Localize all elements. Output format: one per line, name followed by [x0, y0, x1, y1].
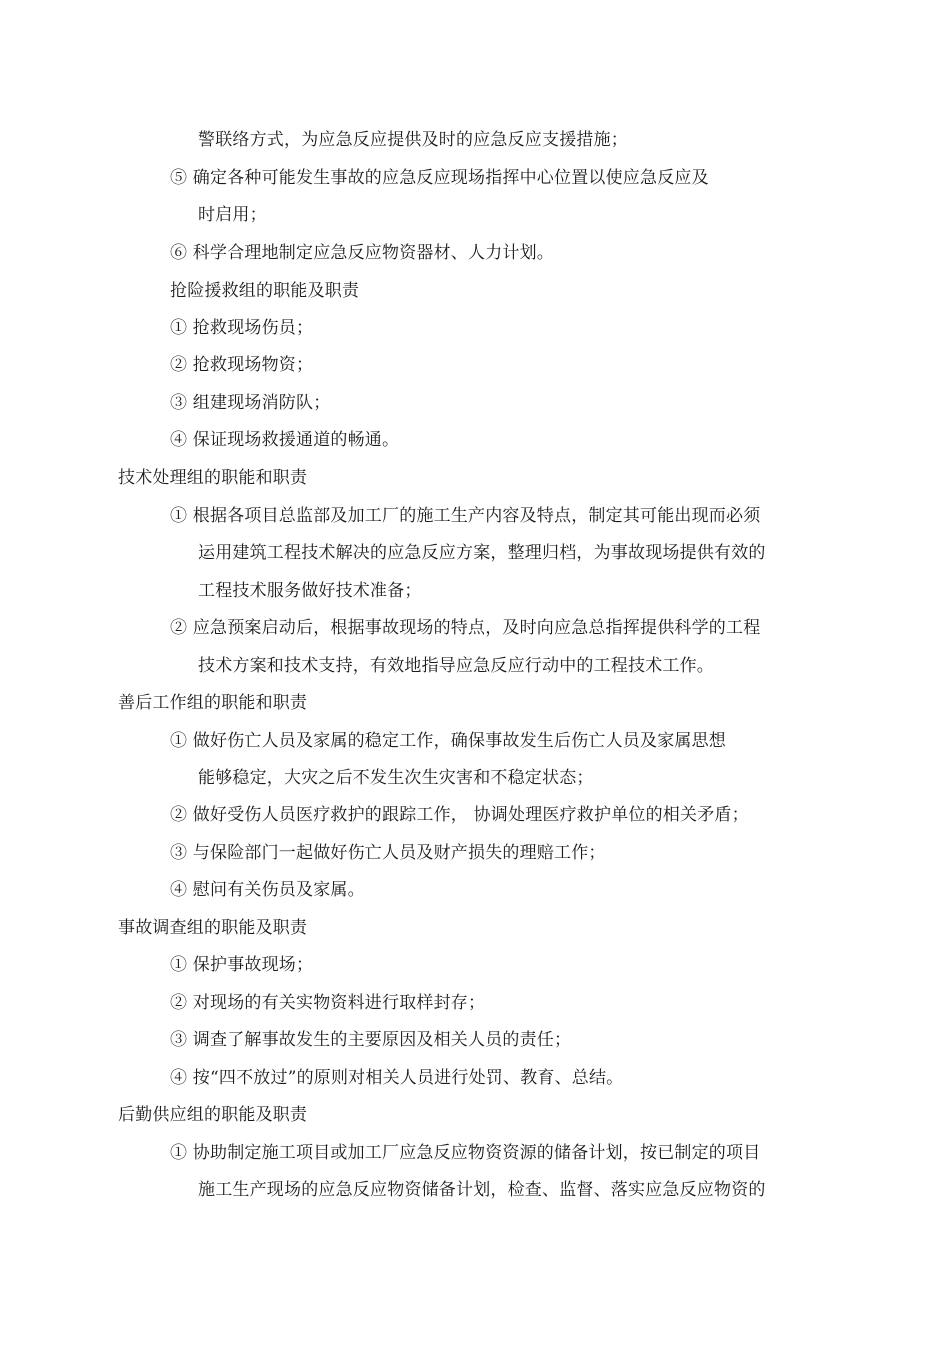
list-item: ④ 保证现场救援通道的畅通。 — [170, 430, 400, 450]
text-line: 警联络方式，为应急反应提供及时的应急反应支援措施； — [198, 130, 628, 150]
list-item: ② 做好受伤人员医疗救护的跟踪工作， 协调处理医疗救护单位的相关矛盾； — [170, 805, 749, 825]
list-item: ⑥ 科学合理地制定应急反应物资器材、人力计划。 — [170, 243, 555, 263]
section-heading: 善后工作组的职能和职责 — [118, 693, 308, 713]
text-line: 工程技术服务做好技术准备； — [198, 581, 422, 601]
list-item: ③ 组建现场消防队； — [170, 393, 331, 413]
section-heading: 技术处理组的职能和职责 — [118, 468, 308, 488]
text-line: 能够稳定，大灾之后不发生次生灾害和不稳定状态； — [198, 768, 594, 788]
list-item: ④ 按“四不放过”的原则对相关人员进行处罚、教育、总结。 — [170, 1068, 624, 1088]
text-line: 运用建筑工程技术解决的应急反应方案，整理归档，为事故现场提供有效的 — [198, 543, 766, 563]
list-item: ⑤ 确定各种可能发生事故的应急反应现场指挥中心位置以使应急反应及 — [170, 168, 709, 188]
list-item: ④ 慰问有关伤员及家属。 — [170, 880, 365, 900]
text-line: 施工生产现场的应急反应物资储备计划，检查、监督、落实应急反应物资的 — [198, 1180, 766, 1200]
section-heading: 后勤供应组的职能及职责 — [118, 1105, 308, 1125]
list-item: ③ 与保险部门一起做好伤亡人员及财产损失的理赔工作； — [170, 843, 606, 863]
text-line: 技术方案和技术支持，有效地指导应急反应行动中的工程技术工作。 — [198, 656, 714, 676]
section-heading: 抢险援救组的职能及职责 — [170, 281, 360, 301]
list-item: ① 保护事故现场； — [170, 955, 314, 975]
list-item: ② 对现场的有关实物资料进行取样封存； — [170, 993, 486, 1013]
section-heading: 事故调查组的职能及职责 — [118, 918, 308, 938]
text-line: 时启用； — [198, 205, 267, 225]
list-item: ② 应急预案启动后，根据事故现场的特点，及时向应急总指挥提供科学的工程 — [170, 618, 761, 638]
list-item: ① 协助制定施工项目或加工厂应急反应物资资源的储备计划，按已制定的项目 — [170, 1143, 761, 1163]
list-item: ③ 调查了解事故发生的主要原因及相关人员的责任； — [170, 1030, 572, 1050]
list-item: ① 做好伤亡人员及家属的稳定工作，确保事故发生后伤亡人员及家属思想 — [170, 731, 727, 751]
list-item: ① 根据各项目总监部及加工厂的施工生产内容及特点，制定其可能出现而必须 — [170, 506, 761, 526]
list-item: ① 抢救现场伤员； — [170, 318, 314, 338]
list-item: ② 抢救现场物资； — [170, 355, 314, 375]
